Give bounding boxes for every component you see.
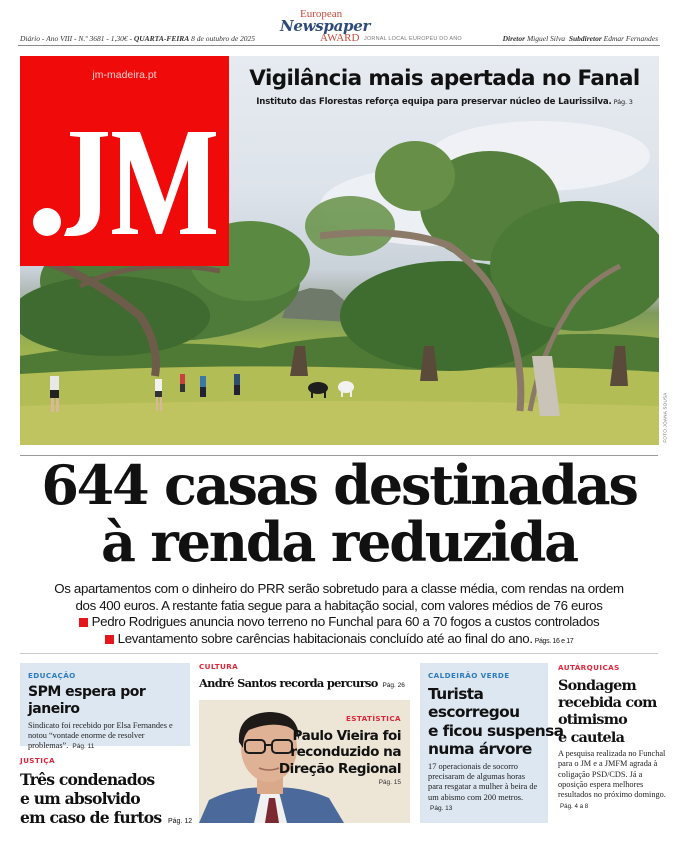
headline-estatistica[interactable] xyxy=(279,728,401,777)
story-educacao[interactable] xyxy=(20,663,190,751)
jm-wordmark-logo xyxy=(30,120,220,240)
photo-credit-text: FOTO JOANA SOUSA xyxy=(662,392,668,443)
page-ref-estatistica: Pág. 15 xyxy=(378,779,401,787)
director-label: Diretor xyxy=(502,34,526,43)
lede-bullet xyxy=(0,614,678,631)
headline-line: Três condenados xyxy=(20,770,155,789)
headline-line: e cautela xyxy=(558,728,625,746)
headline-cultura-text: André Santos recorda percurso xyxy=(199,676,378,690)
headline-line: numa árvore xyxy=(428,740,532,759)
kicker-cultura: CULTURA xyxy=(199,662,239,671)
headline-line: e ficou suspensa xyxy=(428,721,564,740)
weekday: QUARTA-FEIRA xyxy=(133,34,190,43)
story-justica[interactable] xyxy=(20,756,196,831)
story-autarquicas[interactable] xyxy=(558,663,668,812)
headline-cultura[interactable] xyxy=(199,675,411,690)
headline-line: escorregou xyxy=(428,703,520,722)
body-educacao-text: Sindicato foi recebido por Elsa Fernandes e notou “vontade enorme de resolver problemas”. xyxy=(28,721,173,751)
headline-line: e um absolvido xyxy=(20,789,140,808)
red-square-bullet-icon xyxy=(105,635,114,644)
main-page-ref: Págs. 16 e 17 xyxy=(534,637,574,645)
story-cultura[interactable] xyxy=(199,662,411,690)
lede-bullet-text: Pedro Rodrigues anuncia novo terreno no Funchal para 60 a 70 fogos a custos controlados xyxy=(91,614,600,630)
headline-line: Paulo Vieira foi xyxy=(292,728,401,744)
kicker-estatistica: ESTATÍSTICA xyxy=(345,714,401,723)
headline-line: otimismo xyxy=(558,711,627,729)
award-line-3: AWARD xyxy=(320,32,360,44)
lede-bullet-text: Levantamento sobre carências habitacionais concluído até ao final do ano. xyxy=(117,630,533,646)
page-ref-justica: Pág. 12 xyxy=(168,818,193,825)
director-name: Miguel Silva xyxy=(526,34,566,43)
masthead-strip xyxy=(18,0,660,48)
kicker-justica: JUSTIÇA xyxy=(20,756,55,765)
red-square-bullet-icon xyxy=(79,618,88,627)
estatistica-text xyxy=(279,714,401,786)
site-url[interactable]: jm-madeira.pt xyxy=(92,69,157,81)
jm-logo[interactable] xyxy=(20,56,229,266)
issue-number: Diário - Ano VIII - N.º 3681 - 1,30€ - xyxy=(20,34,134,43)
kicker-autarquicas: AUTÁRQUICAS xyxy=(558,663,620,672)
kicker-educacao: EDUCAÇÃO xyxy=(28,671,76,680)
headline-line: Direção Regional xyxy=(278,760,401,777)
body-caldeirao xyxy=(428,762,540,814)
headline-autarquicas[interactable] xyxy=(558,677,668,746)
headline-caldeirao[interactable] xyxy=(428,685,564,759)
issue-info xyxy=(20,34,255,43)
headline-line: Turista xyxy=(428,685,484,703)
body-autarquicas-text: A pesquisa realizada no Funchal para o JM e a JMFM agrada à coligação PSD/CDS. Já a oposição espera melhores resultados no próximo domingo. xyxy=(558,748,666,800)
page-ref-cultura: Pág. 26 xyxy=(382,682,405,689)
headline-line: recebida com xyxy=(558,694,657,712)
lede-line-1: Os apartamentos com o dinheiro do PRR serão sobretudo para a classe média, com rendas na ordem xyxy=(54,581,624,596)
award-line-2: Newspaper xyxy=(280,17,371,35)
photo-credit xyxy=(660,392,668,445)
hero-headline[interactable]: Vigilância mais apertada no Fanal xyxy=(249,66,640,91)
headline-line: reconduzido na xyxy=(290,744,401,761)
hero-story[interactable] xyxy=(232,66,657,107)
main-headline-line-1: 644 casas destinadas xyxy=(41,453,637,517)
page-ref-educacao: Pág. 11 xyxy=(72,743,95,751)
lede-line-2: dos 400 euros. A restante fatia segue para a habitação social, com valores médios de 76 euros xyxy=(75,597,603,613)
main-headline-line-2: à renda reduzida xyxy=(101,510,577,574)
issue-date: 8 de outubro de 2025 xyxy=(189,34,256,43)
headline-line: em caso de furtos xyxy=(20,808,162,827)
european-newspaper-award-badge xyxy=(280,8,470,44)
body-caldeirao-text: 17 operacionais de socorro precisaram de algumas horas para resgatar a mulher à beira de um abismo com 200 metros. xyxy=(428,761,538,802)
subdirector-name: Edmar Fernandes xyxy=(603,34,658,43)
headline-line: Sondagem xyxy=(558,677,636,694)
hero-subhead-text: Instituto das Florestas reforça equipa para preservar núcleo de Laurissilva. xyxy=(256,97,612,107)
kicker-caldeirao: CALDEIRÃO VERDE xyxy=(428,671,510,680)
award-line-1: European xyxy=(300,8,343,20)
lede-bullet xyxy=(0,631,678,651)
editorial-staff xyxy=(503,34,658,43)
page-ref-autarquicas: Pág. 4 a 8 xyxy=(560,802,589,810)
award-tagline: JORNAL LOCAL EUROPEU DO ANO xyxy=(364,36,462,42)
headline-educacao[interactable]: SPM espera por janeiro xyxy=(28,684,146,717)
headline-justica[interactable] xyxy=(20,770,196,831)
subdirector-label: Subdiretor xyxy=(568,34,602,43)
body-educacao xyxy=(28,721,182,753)
body-autarquicas xyxy=(558,749,668,812)
main-lede xyxy=(0,581,678,650)
page-ref-caldeirao: Pág. 13 xyxy=(430,804,453,812)
story-estatistica[interactable] xyxy=(199,700,410,823)
section-divider xyxy=(20,653,658,654)
story-caldeirao-verde[interactable] xyxy=(420,663,564,823)
hero-page-ref: Pág. 3 xyxy=(613,98,633,106)
masthead-divider xyxy=(18,45,660,46)
hero-subhead xyxy=(232,97,657,107)
main-headline[interactable] xyxy=(0,453,678,574)
